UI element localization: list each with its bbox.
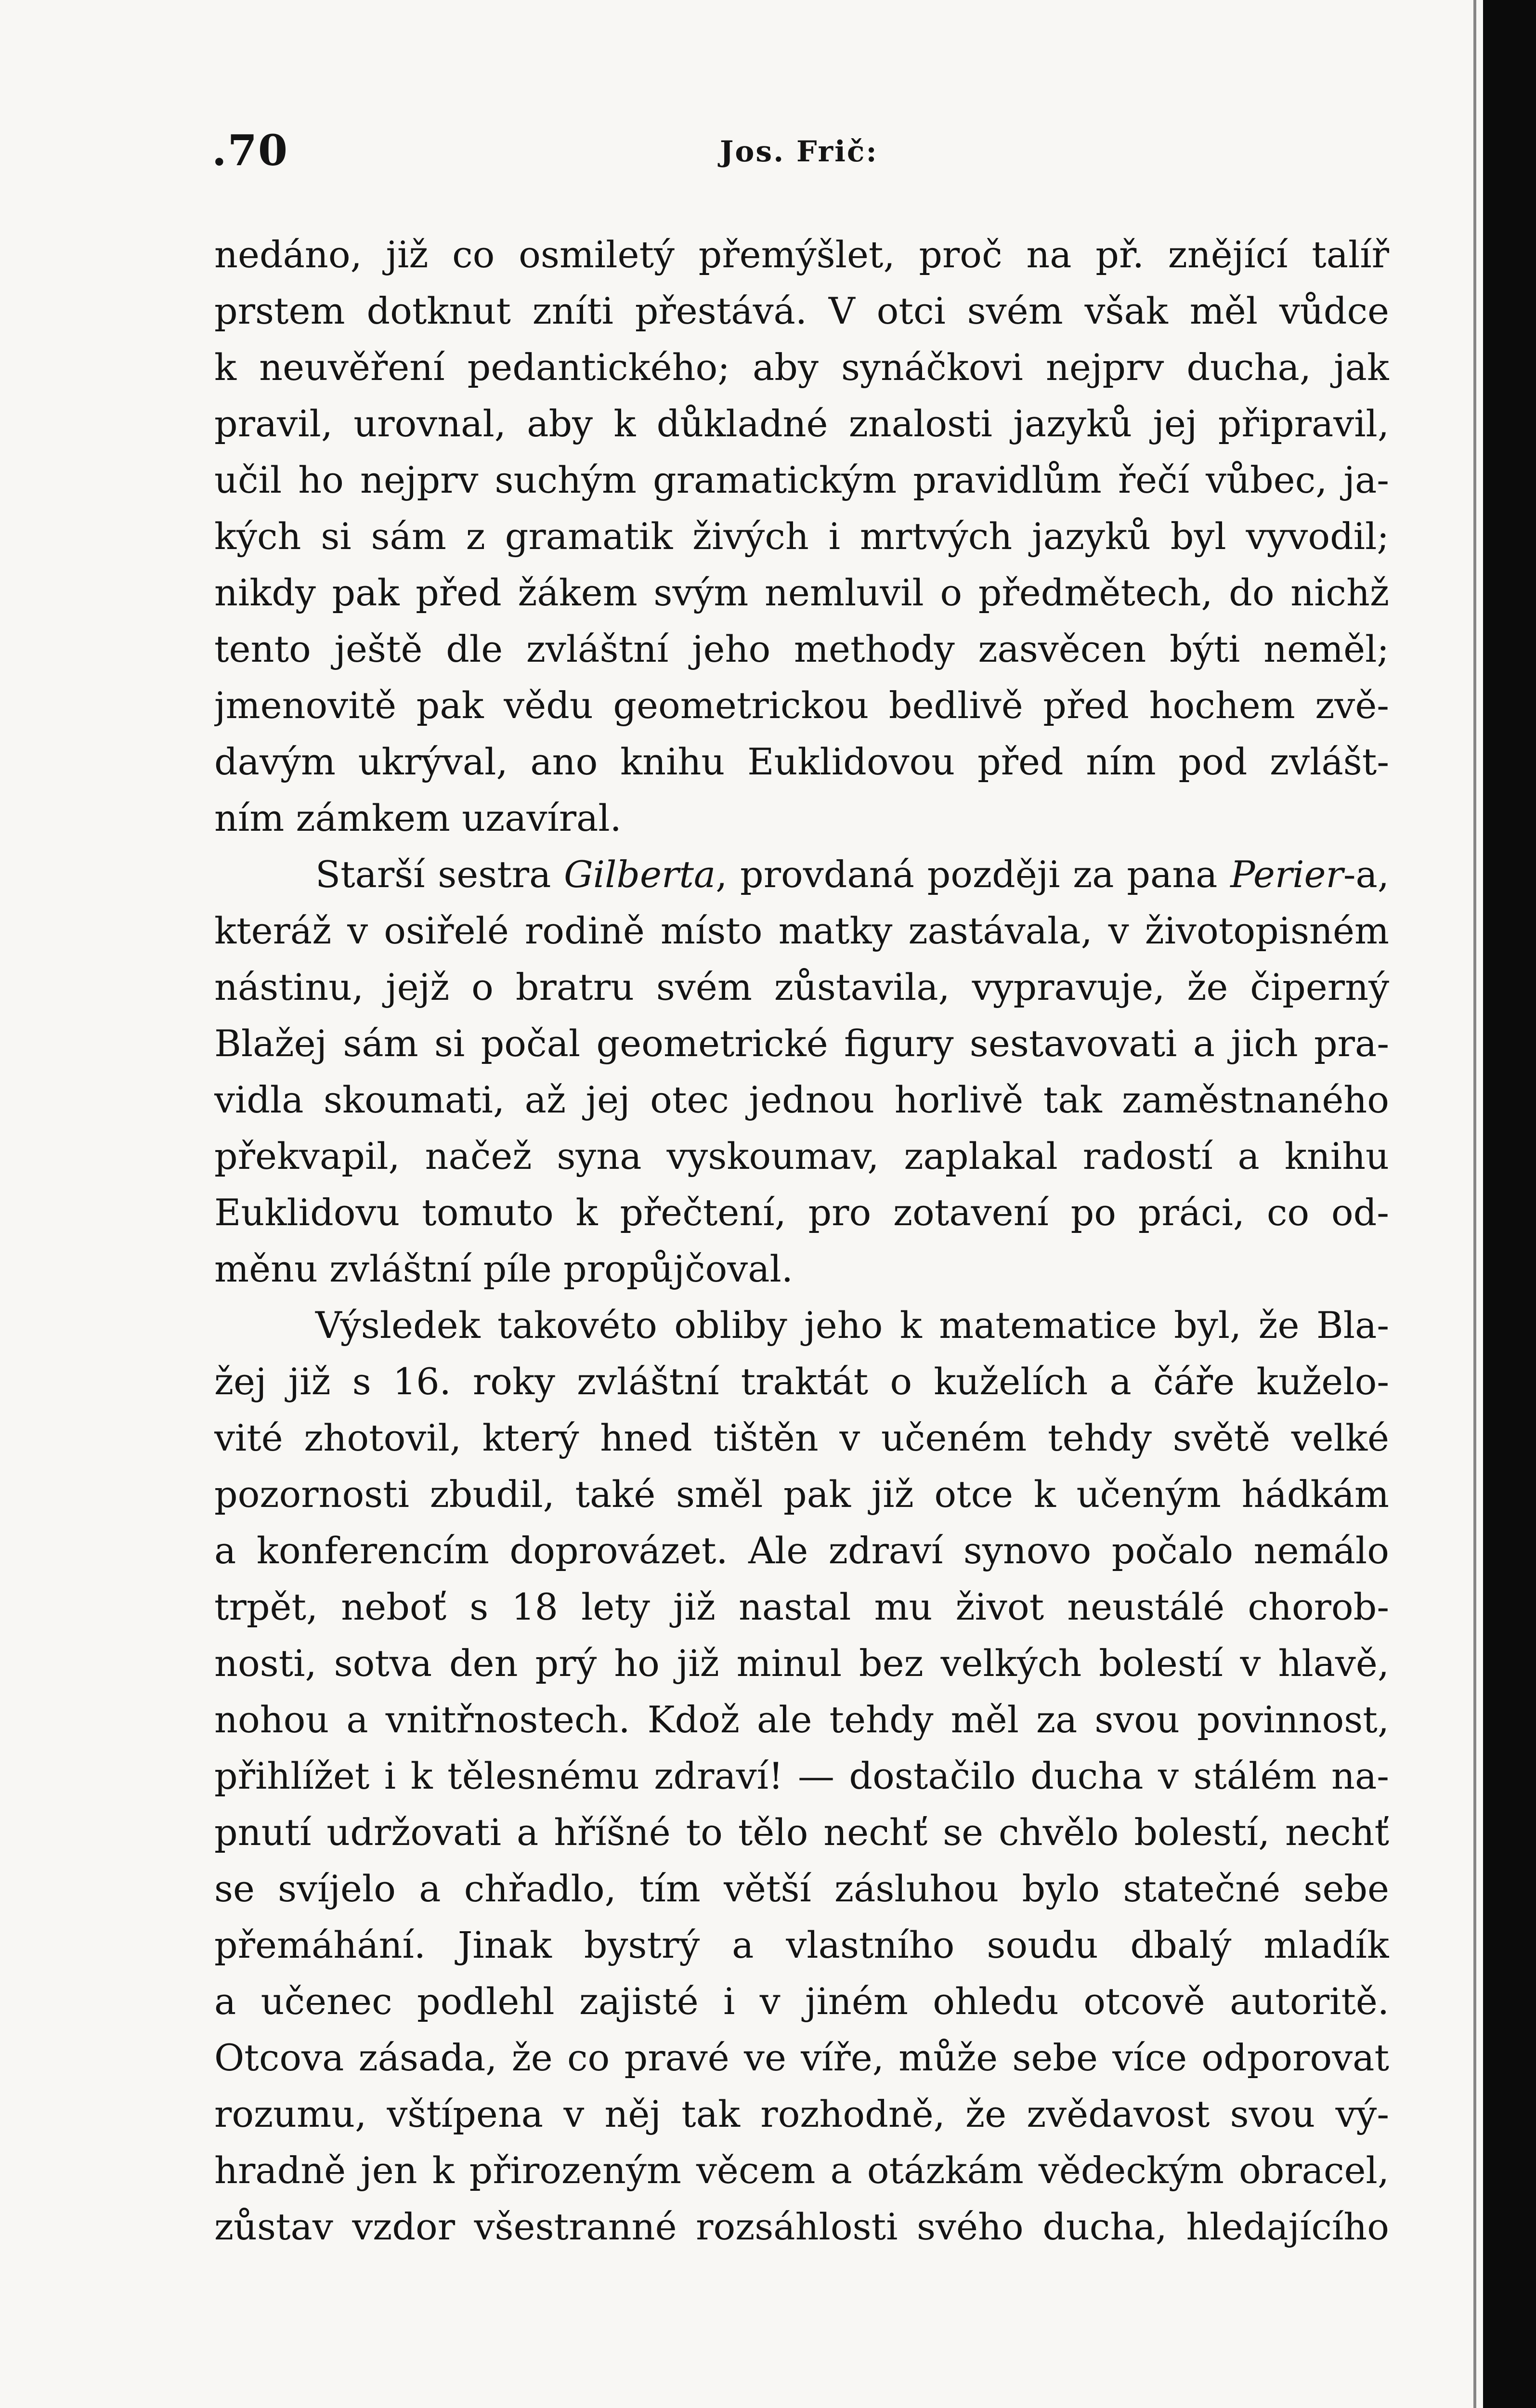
scan-border xyxy=(1483,0,1536,2408)
text-line: a konferencím doprovázet. Ale zdraví synovo počalo nemálo xyxy=(214,1529,1389,1572)
text-line: měnu zvláštní píle propůjčoval. xyxy=(214,1247,793,1290)
text-line: se svíjelo a chřadlo, tím větší zásluhou bylo statečné sebe xyxy=(214,1867,1389,1910)
text-line: pozornosti zbudil, také směl pak již otce k učeným hádkám xyxy=(214,1473,1389,1516)
text-line: jmenovitě pak vědu geometrickou bedlivě před hochem zvě- xyxy=(214,684,1389,727)
text-line: tento ještě dle zvláštní jeho methody zasvěcen býti neměl; xyxy=(214,628,1389,670)
text-line: ním zámkem uzavíral. xyxy=(214,797,622,839)
text-line: Otcova zásada, že co pravé ve víře, může sebe více odporovat xyxy=(214,2036,1389,2079)
text-line: nohou a vnitřnostech. Kdož ale tehdy měl za svou povinnost, xyxy=(214,1698,1389,1741)
text-line: učil ho nejprv suchým gramatickým pravidlům řečí vůbec, ja- xyxy=(214,458,1389,501)
body-text xyxy=(214,226,1389,2255)
text-line: prstem dotknut zníti přestává. V otci svém však měl vůdce xyxy=(214,289,1389,332)
text-line: přihlížet i k tělesnému zdraví! — dostačilo ducha v stálém na- xyxy=(214,1754,1389,1797)
text-line: nedáno, již co osmiletý přemýšlet, proč na př. znějící talíř xyxy=(214,233,1389,276)
text-line: Výsledek takovéto obliby jeho k matematice byl, že Bla- xyxy=(315,1304,1389,1347)
text-line: Euklidovu tomuto k přečtení, pro zotavení po práci, co od- xyxy=(214,1191,1389,1234)
text-line: vidla skoumati, až jej otec jednou horlivě tak zaměstnaného xyxy=(214,1078,1389,1121)
paragraph xyxy=(214,1297,1389,2255)
paragraph xyxy=(214,226,1389,846)
text-line: trpět, neboť s 18 lety již nastal mu život neustálé chorob- xyxy=(214,1585,1389,1628)
text-line: nástinu, jejž o bratru svém zůstavila, vypravuje, že čiperný xyxy=(214,966,1389,1008)
text-line: kých si sám z gramatik živých i mrtvých jazyků byl vyvodil; xyxy=(214,515,1389,558)
paragraph xyxy=(214,846,1389,1297)
text-line: žej již s 16. roky zvláštní traktát o kuželích a čáře kuželo- xyxy=(214,1360,1389,1403)
text-line: Starší sestra Gilberta, provdaná později za pana Perier-a, xyxy=(315,853,1389,896)
text-line: kteráž v osiřelé rodině místo matky zastávala, v životopisném xyxy=(214,909,1389,952)
text-line: zůstav vzdor všestranné rozsáhlosti svého ducha, hledajícího xyxy=(214,2205,1389,2248)
text-line: hradně jen k přirozeným věcem a otázkám vědeckým obracel, xyxy=(214,2149,1389,2192)
text-line: pravil, urovnal, aby k důkladné znalosti jazyků jej připravil, xyxy=(214,402,1389,445)
text-line: a učenec podlehl zajisté i v jiném ohledu otcově autoritě. xyxy=(214,1980,1389,2023)
page-header xyxy=(212,116,1392,183)
text-line: pnutí udržovati a hříšné to tělo nechť se chvělo bolestí, nechť xyxy=(214,1811,1389,1854)
text-line: nosti, sotva den prý ho již minul bez velkých bolestí v hlavě, xyxy=(214,1642,1389,1685)
page-edge-shadow xyxy=(1473,0,1476,2408)
text-line: překvapil, načež syna vyskoumav, zaplakal radostí a knihu xyxy=(214,1135,1389,1178)
running-head: Jos. Frič: xyxy=(720,135,878,169)
text-line: Blažej sám si počal geometrické figury sestavovati a jich pra- xyxy=(214,1022,1389,1065)
text-line: přemáhání. Jinak bystrý a vlastního soudu dbalý mladík xyxy=(214,1924,1389,1966)
text-line: vité zhotovil, který hned tištěn v učeném tehdy světě velké xyxy=(214,1416,1389,1459)
text-line: rozumu, vštípena v něj tak rozhodně, že zvědavost svou vý- xyxy=(214,2093,1389,2135)
text-line: davým ukrýval, ano knihu Euklidovou před ním pod zvlášt- xyxy=(214,740,1389,783)
text-line: nikdy pak před žákem svým nemluvil o předmětech, do nichž xyxy=(214,571,1389,614)
text-line: k neuvěření pedantického; aby synáčkovi nejprv ducha, jak xyxy=(214,346,1389,389)
page-number: .70 xyxy=(212,125,289,175)
